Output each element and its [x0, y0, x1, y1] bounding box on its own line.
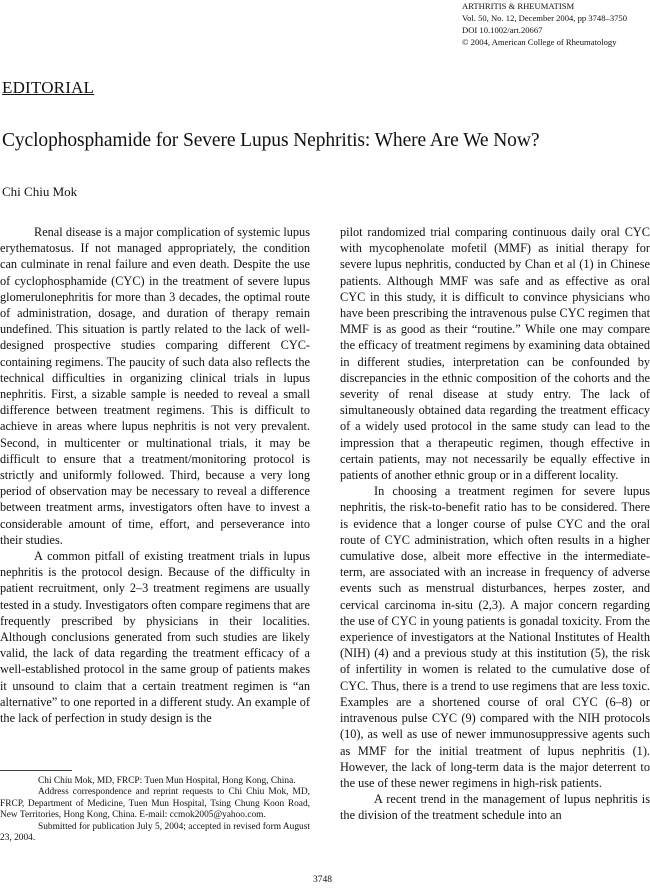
journal-header	[462, 0, 627, 48]
left-column	[0, 224, 310, 726]
paragraph: pilot randomized trial comparing continuous daily oral CYC with mycophenolate mofetil (MMF) as initial therapy for severe lupus nephritis, conducted by Chan et al (1) in Chinese patients. Although MMF was safe and as effective as oral CYC in this study, it is difficult to convince physicians who have been prescribing the intravenous pulse CYC regimen that MMF is as good as their “routine.” While one may compare the efficacy of treatment regimens by examining data obtained in different studies, interpretation can be confounded by discrepancies in the ethnic composition of the cohorts and the severity of renal disease at study entry. The lack of simultaneously obtained data regarding the treatment efficacy of a widely used protocol in the same study can lead to the impression that a therapeutic regimen, though effective in certain patients, may not necessarily be equally effective in patients of another ethnic group or in a different locality.	[340, 225, 650, 483]
author-name: Chi Chiu Mok	[2, 184, 78, 199]
paragraph: In choosing a treatment regimen for severe lupus nephritis, the risk-to-benefit ratio has to be considered. There is evidence that a longer course of pulse CYC and the oral route of CYC administration, which often results in a higher cumulative dose, albeit more effective in the intermediate-term, are associated with an increase in frequency of adverse events such as menstrual disturbances, herpes zoster, and cervical carcinoma in-situ (2,3). A major concern regarding the use of CYC in young patients is gonadal toxicity. From the experience of investigators at the National Institutes of Health (NIH) (4) and a previous study at this institution (5), the risk of infertility in women is related to the cumulative dose of CYC. Thus, there is a trend to use regimens that are less toxic. Examples are a shortened course of oral CYC (6–8) or intravenous pulse CYC (9) compared with the NIH protocols (10), as well as use of newer immunosuppressive agents such as MMF for the initial treatment of lupus nephritis (1). However, the lack of long-term data is the major deterrent to the use of these newer regimens in high-risk patients.	[340, 484, 650, 790]
page-number: 3748	[313, 875, 332, 885]
footnote-affiliation: Chi Chiu Mok, MD, FRCP: Tuen Mun Hospital, Hong Kong, China.	[38, 776, 296, 786]
journal-name: ARTHRITIS & RHEUMATISM	[462, 1, 575, 11]
section-heading: EDITORIAL	[2, 78, 95, 97]
journal-volume: Vol. 50, No. 12, December 2004, pp 3748–3750	[462, 13, 628, 23]
footnote-submitted: Submitted for publication July 5, 2004; accepted in revised form August 23, 2004.	[0, 821, 310, 844]
right-column	[340, 224, 650, 824]
journal-copyright: © 2004, American College of Rheumatology	[462, 37, 617, 47]
journal-doi: DOI 10.1002/art.20667	[462, 25, 543, 35]
article-title: Cyclophosphamide for Severe Lupus Nephritis: Where Are We Now?	[2, 130, 540, 151]
paragraph: A common pitfall of existing treatment trials in lupus nephritis is the protocol design. Because of the difficulty in patient recruitment, only 2–3 treatment regimens are usually tested in a study. Investigators often compare regimens that are frequently prescribed by physicians in their localities. Although conclusions generated from such studies are likely valid, the lack of data regarding the treatment efficacy of a well-established protocol in the same group of patients makes it unsound to claim that a certain treatment regimen is “an alternative” to one reported in a different study. An example of the lack of perfection in study design is the	[0, 549, 310, 726]
footnotes	[0, 776, 310, 844]
paragraph: A recent trend in the management of lupus nephritis is the division of the treatment schedule into an	[340, 792, 650, 823]
paragraph: Renal disease is a major complication of systemic lupus erythematosus. If not managed appropriately, the condition can culminate in renal failure and even death. Despite the use of cyclophosphamide (CYC) in the treatment of severe lupus glomerulonephritis for more than 3 decades, the optimal route of administration, dosage, and duration of therapy remain undefined. This situation is partly related to the lack of well-designed prospective studies comparing different CYC-containing regimens. The paucity of such data also reflects the technical difficulties in organizing clinical trials in lupus nephritis. First, a sizable sample is needed to reveal a small difference between treatment regimens. This is difficult to achieve in areas where lupus nephritis is not very prevalent. Second, in multicenter or multinational trials, it may be difficult to ensure that a treatment/monitoring protocol is strictly and uniformly followed. Third, because a very long period of observation may be necessary to reveal a difference between treatment arms, investigators often have to invest a considerable amount of time, effort, and perseverance into their studies.	[0, 225, 310, 547]
footnote-correspondence: Address correspondence and reprint requests to Chi Chiu Mok, MD, FRCP, Department of Medicine, Tuen Mun Hospital, Tsing Chung Koon Road, New Territories, Hong Kong, China. E-mail: ccmok2005@yahoo.com.	[0, 787, 310, 821]
footnote-divider	[0, 770, 72, 771]
